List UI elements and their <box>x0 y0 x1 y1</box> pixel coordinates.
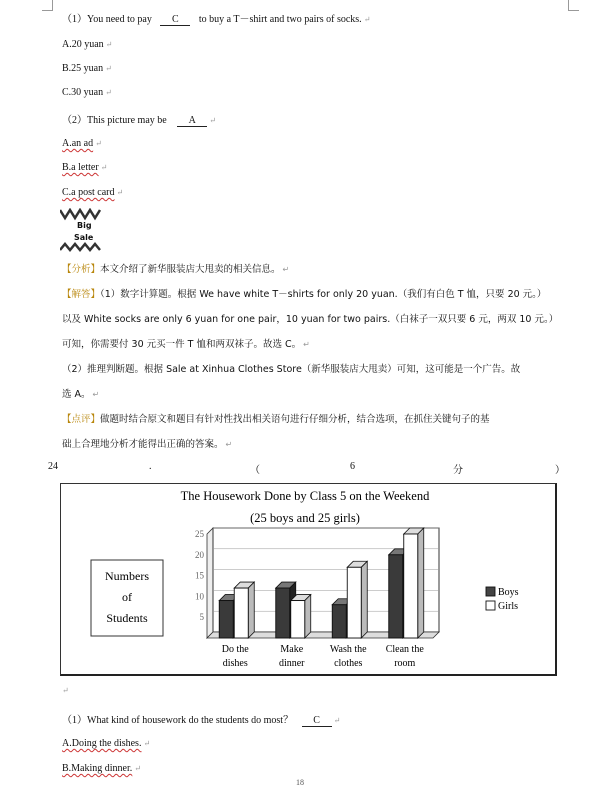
option-c2: C.a post card ↵ <box>62 187 124 198</box>
bar-girls-2 <box>347 561 367 638</box>
x-tick-label: Do the <box>221 644 249 655</box>
chart-title: The Housework Done by Class 5 on the Weekend <box>180 489 430 503</box>
chart-subtitle: (25 boys and 25 girls) <box>250 511 360 525</box>
q24-part1-answer: C <box>302 715 332 727</box>
option-a2: A.an ad ↵ <box>62 138 102 149</box>
crop-mark-right <box>568 0 579 11</box>
q24-part1: （1）What kind of housework do the students do most？ C ↵ <box>62 715 341 726</box>
solution-line-3: 可知，你需要付 30 元买一件 T 恤和两双袜子。故选 C。 ↵ <box>62 339 310 350</box>
part1-rest: to buy a T－shirt and two pairs of socks. <box>198 14 362 25</box>
bar-girls-0 <box>234 582 254 638</box>
big-sale-image <box>60 208 108 252</box>
legend-label-girls: Girls <box>498 601 518 612</box>
ylabel-line-2: of <box>122 590 132 604</box>
q24-option-b: B.Making dinner. ↵ <box>62 763 141 774</box>
option-c: C.30 yuan ↵ <box>62 87 112 98</box>
option-a: A.20 yuan ↵ <box>62 39 113 50</box>
ylabel-line-1: Numbers <box>105 569 149 583</box>
chart-svg <box>61 484 558 677</box>
y-tick-label: 5 <box>199 612 204 623</box>
bar-side <box>248 582 254 638</box>
bar-front <box>219 601 233 638</box>
y-tick-label: 10 <box>195 591 204 602</box>
x-tick-label: dinner <box>278 658 305 669</box>
comment-line-1: 【点评】做题时结合原文和题目有针对性找出相关语句进行仔细分析，结合选项，在抓住关键句子的基 <box>62 414 490 425</box>
bar-side <box>305 595 311 638</box>
y-tick-label: 20 <box>195 549 204 560</box>
analysis-line: 【分析】本文介绍了新华服装店大甩卖的相关信息。 ↵ <box>62 264 290 275</box>
solution-line-5: 选 A。 ↵ <box>62 389 100 400</box>
bar-girls-1 <box>291 595 311 638</box>
solution-line-1: 【解答】（1）数字计算题。根据 We have white T－shirts for only 20 yuan.（我们有白色 T 恤，只要 20 元。） <box>62 289 547 300</box>
bar-front <box>404 534 418 638</box>
x-tick-label: room <box>394 658 416 669</box>
legend-label-boys: Boys <box>498 587 519 598</box>
part2-answer: A <box>177 115 207 127</box>
bar-front <box>234 588 248 638</box>
x-tick-label: Wash the <box>329 644 367 655</box>
bar-front <box>276 588 290 638</box>
ylabel-line-3: Students <box>106 611 148 625</box>
x-tick-label: Clean the <box>385 644 424 655</box>
bar-front <box>347 567 361 638</box>
y-tick-label: 15 <box>195 570 204 581</box>
option-b2: B.a letter ↵ <box>62 162 108 173</box>
legend-swatch-girls <box>486 601 495 610</box>
bar-girls-3 <box>404 528 424 638</box>
part2-prompt: （2）This picture may be <box>62 115 167 126</box>
solution-line-4: （2）推理判断题。根据 Sale at Xinhua Clothes Store（新华服装店大甩卖）可知，这可能是一个广告。故 <box>62 364 521 375</box>
q24-option-a: A.Doing the dishes. ↵ <box>62 738 151 749</box>
sale-word: Sale <box>74 233 94 242</box>
plot-side-wall <box>207 528 213 638</box>
plot-area <box>195 528 439 669</box>
bar-side <box>361 561 367 638</box>
paragraph-mark: ↵ <box>62 686 69 695</box>
bar-front <box>389 555 403 638</box>
page-number: 18 <box>296 778 304 787</box>
housework-chart <box>60 483 557 676</box>
option-b: B.25 yuan ↵ <box>62 63 112 74</box>
question-part1: （1）You need to pay C to buy a T－shirt and two pairs of socks. ↵ <box>62 14 371 25</box>
big-word: Big <box>77 221 92 230</box>
x-tick-label: dishes <box>222 658 248 669</box>
question-unit: 分 <box>453 465 463 476</box>
comment-line-2: 础上合理地分析才能得出正确的答案。 ↵ <box>62 439 233 450</box>
x-tick-label: Make <box>280 644 304 655</box>
question-open-paren: （ <box>250 465 260 476</box>
bar-front <box>332 605 346 638</box>
solution-line-2: 以及 White socks are only 6 yuan for one pair，10 yuan for two pairs.（白袜子一双只要 6 元，两双 10 元。） <box>62 314 559 325</box>
question-number: 24 <box>48 461 58 472</box>
legend <box>486 587 519 612</box>
question-points: 6 <box>350 461 355 472</box>
part1-answer: C <box>160 14 190 26</box>
question-dot: . <box>149 461 152 472</box>
bar-front <box>291 601 305 638</box>
zigzag-icon <box>60 208 108 252</box>
question-close-paren: ） <box>555 465 565 476</box>
legend-swatch-boys <box>486 587 495 596</box>
question-part2: （2）This picture may be A ↵ <box>62 115 216 126</box>
q24-part1-prompt: （1）What kind of housework do the students do most？ <box>62 715 294 726</box>
y-tick-label: 25 <box>195 529 204 539</box>
crop-mark-left <box>42 0 53 11</box>
part1-prompt: （1）You need to pay <box>62 14 152 25</box>
x-tick-label: clothes <box>334 658 363 669</box>
bar-side <box>418 528 424 638</box>
